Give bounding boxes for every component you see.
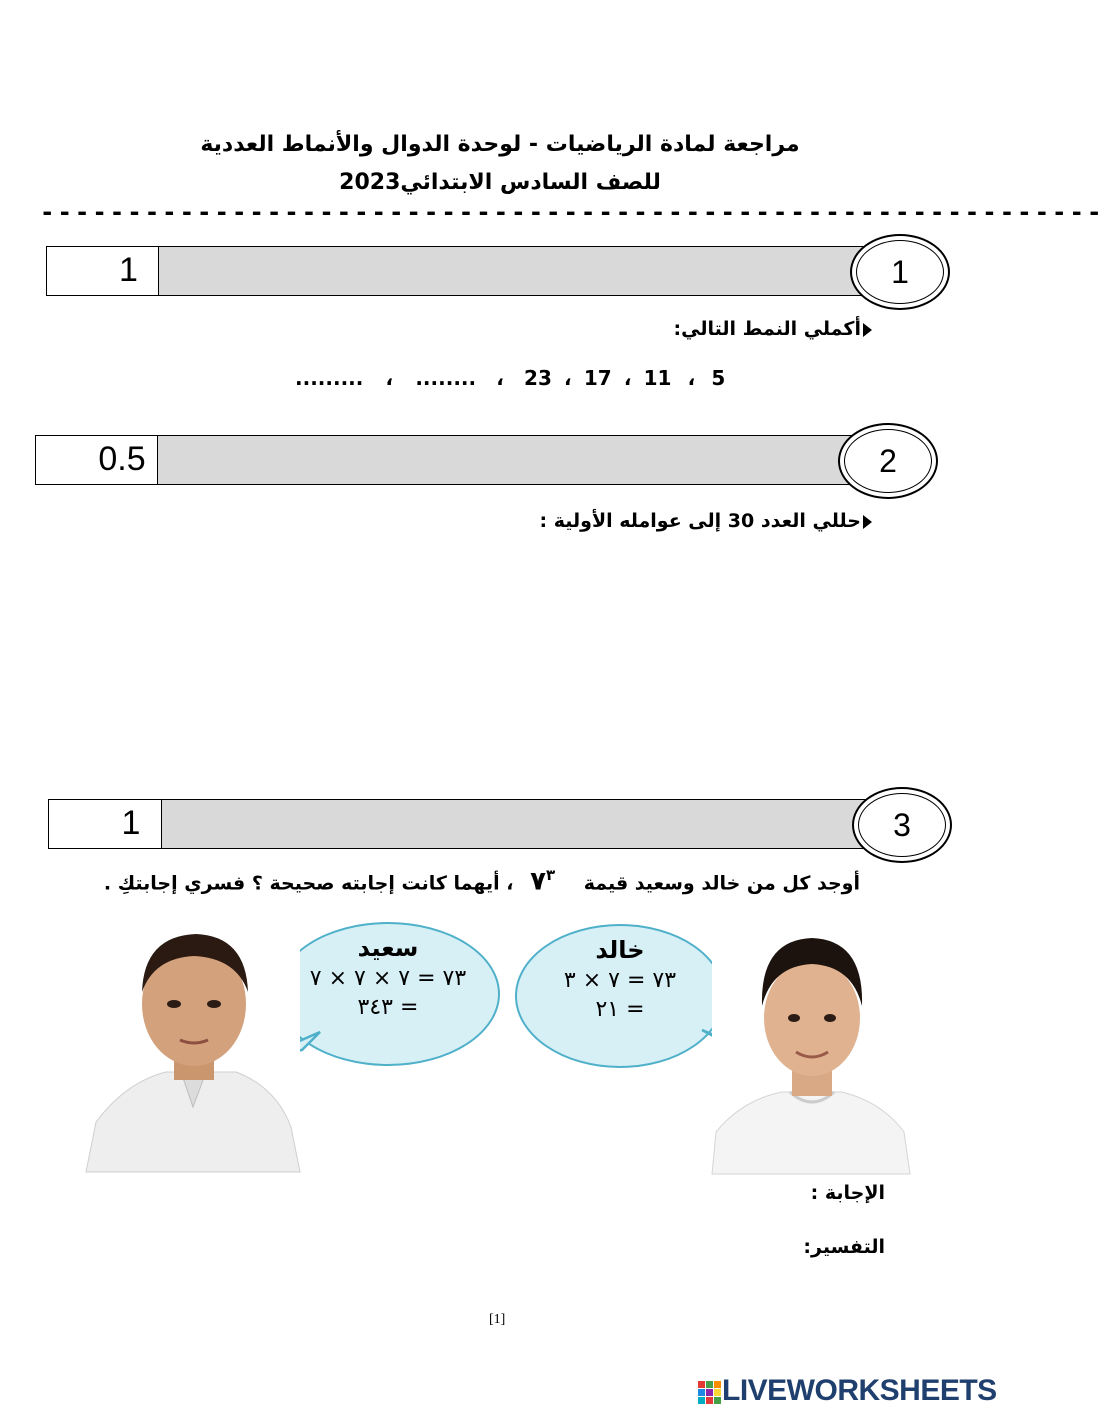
question-2-prompt: حللي العدد 30 إلى عوامله الأولية : [540, 510, 872, 532]
khaled-photo [712, 922, 910, 1174]
answer-label: الإجابة : [810, 1182, 885, 1204]
question-1-sequence [295, 366, 725, 390]
saeed-photo [86, 922, 300, 1172]
question-3-bar [48, 799, 880, 849]
header-divider: ------------------------------------------------------------- [40, 198, 1104, 226]
sequence-term: 17 [583, 366, 612, 390]
question-2-blank-cell [36, 436, 88, 484]
question-3-number: 3 [852, 787, 952, 863]
page-subtitle: للصف السادس الابتدائي2023 [339, 170, 661, 195]
saeed-name: سعيد [357, 934, 419, 962]
sequence-separator: ، [623, 366, 632, 390]
liveworksheets-logo-icon [697, 1380, 723, 1406]
saeed-line-2: = ٣٤٣ [357, 995, 419, 1020]
question-1-blank-cell [47, 247, 100, 295]
sequence-separator: ، [496, 366, 504, 390]
khaled-speech-bubble [515, 924, 725, 1068]
page-title: مراجعة لمادة الرياضيات - لوحدة الدوال والأنماط العددية [200, 132, 800, 157]
sequence-term: 23 [524, 366, 552, 390]
sequence-blank[interactable]: ........ [415, 366, 477, 390]
khaled-line-1: ٧٣ = ٧ × ٣ [563, 968, 677, 993]
pointer-arrow-icon [863, 323, 872, 337]
question-3-score: 1 [101, 800, 162, 848]
question-1-number: 1 [850, 234, 950, 310]
sequence-separator: ، [687, 366, 696, 390]
explanation-label: التفسير: [803, 1236, 885, 1258]
question-3-blank-cell [49, 800, 102, 848]
page-number: [1] [489, 1312, 506, 1327]
khaled-name: خالد [595, 936, 645, 964]
sequence-blank[interactable]: ......... [295, 366, 364, 390]
question-2-score: 0.5 [87, 436, 158, 484]
question-1-prompt: أكملي النمط التالي: [674, 318, 873, 340]
pointer-arrow-icon [863, 515, 872, 529]
question-2-number: 2 [838, 423, 938, 499]
question-1-score: 1 [99, 247, 159, 295]
question-3-prompt: أوجد كل من خالد وسعيد قيمة $٧^٣$ ، أيهما كانت إجابته صحيحة ؟ فسري إجابتكِ . [103, 866, 860, 897]
question-1-bar [46, 246, 876, 296]
saeed-line-1: ٧٣ = ٧ × ٧ × ٧ [309, 966, 467, 991]
liveworksheets-brand: LIVEWORKSHEETS [722, 1374, 997, 1407]
khaled-line-2: = ٢١ [595, 997, 645, 1022]
question-2-bar [35, 435, 865, 485]
power-expression: $٧^٣$ [530, 866, 556, 897]
sequence-separator: ، [564, 366, 572, 390]
sequence-term: 11 [643, 366, 672, 390]
sequence-term: 5 [711, 366, 726, 390]
sequence-separator: ، [385, 366, 394, 390]
